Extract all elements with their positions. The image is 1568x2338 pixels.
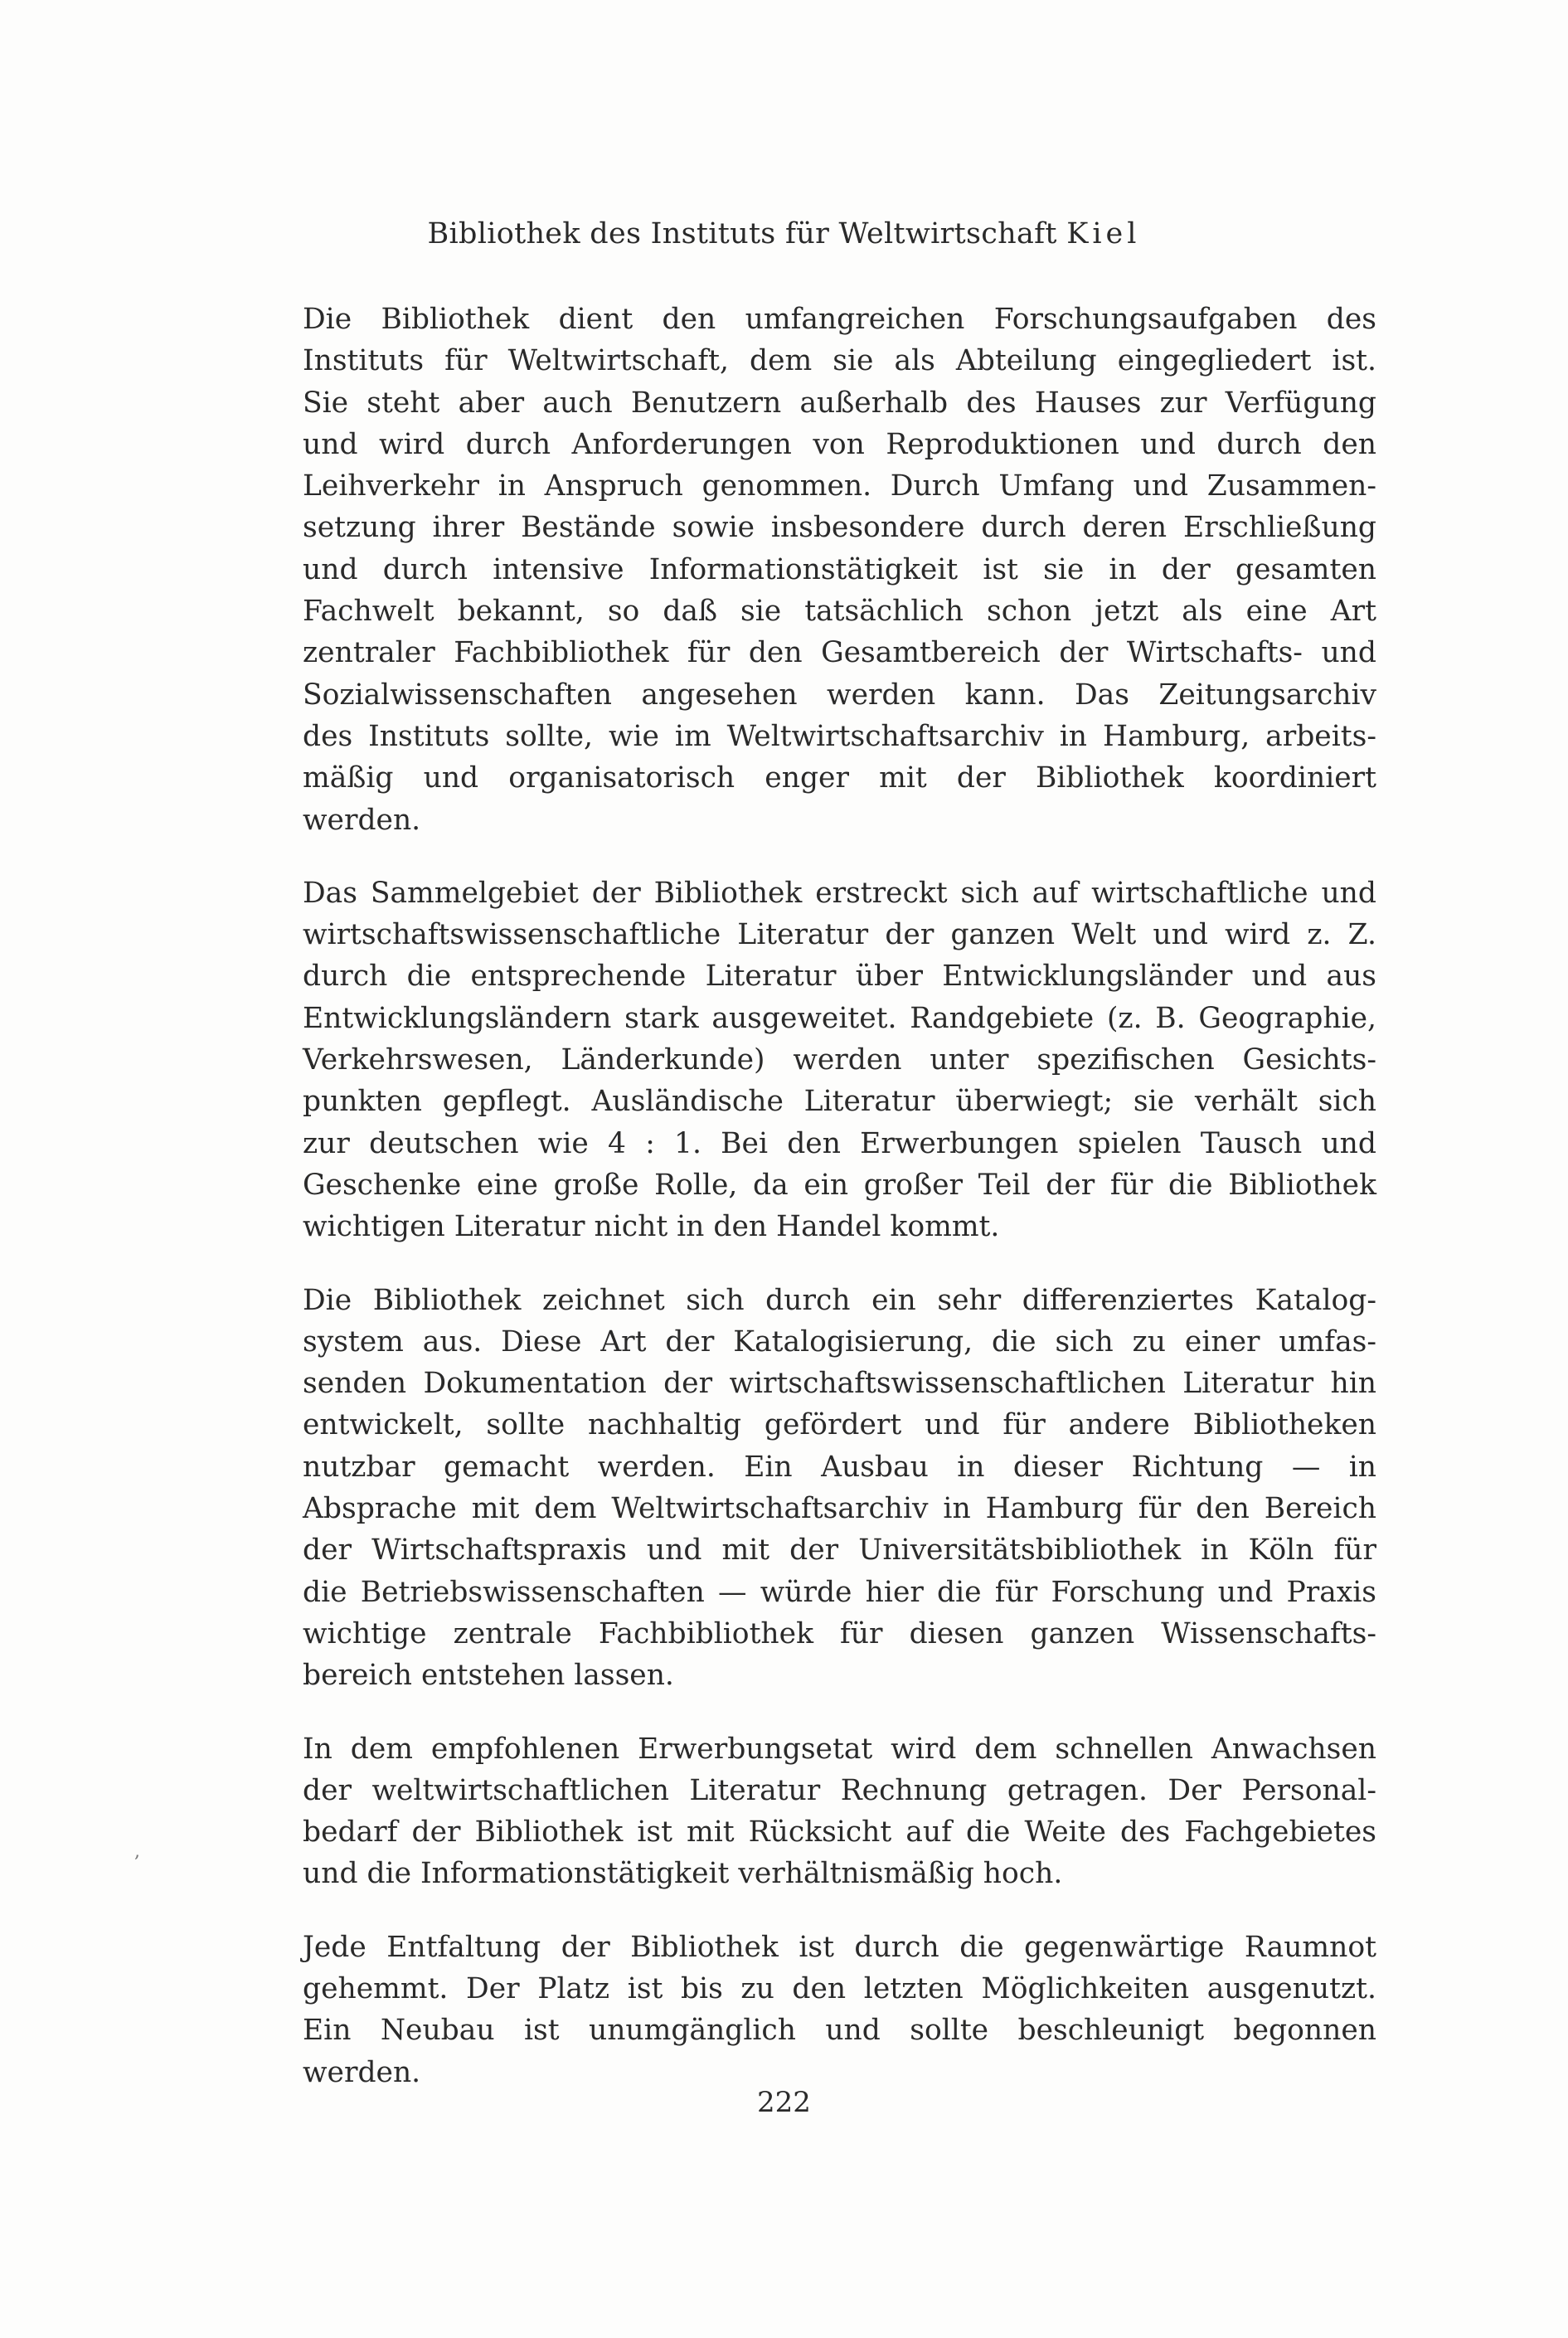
text-line: mäßig und organisatorisch enger mit der Bibliothek koordiniert <box>303 761 1376 795</box>
text-line: bereich entstehen lassen. <box>303 1659 674 1693</box>
text-line: Das Sammelgebiet der Bibliothek erstreckt sich auf wirtschaftliche und <box>303 876 1376 910</box>
text-line: Instituts für Weltwirtschaft, dem sie als Abteilung eingegliedert ist. <box>303 344 1376 378</box>
text-line: Geschenke eine große Rolle, da ein großer Teil der für die Bibliothek <box>303 1168 1376 1202</box>
text-line: Sie steht aber auch Benutzern außerhalb des Hauses zur Verfügung <box>303 386 1376 420</box>
page-heading <box>299 217 1269 250</box>
text-line: Die Bibliothek dient den umfangreichen Forschungsaufgaben des <box>303 303 1376 336</box>
paragraph-2 <box>303 872 1376 1248</box>
text-line: bedarf der Bibliothek ist mit Rücksicht auf die Weite des Fachgebietes <box>303 1815 1376 1849</box>
text-line: setzung ihrer Bestände sowie insbesondere durch deren Erschließung <box>303 511 1376 545</box>
text-line: Leihverkehr in Anspruch genommen. Durch Umfang und Zusammen- <box>303 469 1376 503</box>
text-line: Absprache mit dem Weltwirtschaftsarchiv in Hamburg für den Bereich <box>303 1492 1376 1526</box>
text-line: Verkehrswesen, Länderkunde) werden unter spezifischen Gesichts- <box>303 1043 1376 1077</box>
text-line: system aus. Diese Art der Katalogisierung, die sich zu einer umfas- <box>303 1325 1376 1359</box>
paragraph-3 <box>303 1280 1376 1697</box>
text-line: werden. <box>303 803 421 837</box>
margin-mark: , <box>134 1841 140 1862</box>
text-line: die Betriebswissenschaften — würde hier die für Forschung und Praxis <box>303 1575 1376 1609</box>
text-line: und die Informationstätigkeit verhältnismäßig hoch. <box>303 1857 1063 1891</box>
text-line: Jede Entfaltung der Bibliothek ist durch die gegenwärtige Raumnot <box>303 1930 1376 1964</box>
text-line: punkten gepflegt. Ausländische Literatur überwiegt; sie verhält sich <box>303 1085 1376 1119</box>
text-line: Ein Neubau ist unumgänglich und sollte beschleunigt begonnen <box>303 2014 1376 2048</box>
text-line: durch die entsprechende Literatur über Entwicklungsländer und aus <box>303 960 1376 994</box>
paragraph-5 <box>303 1927 1376 2093</box>
text-line: Fachwelt bekannt, so daß sie tatsächlich schon jetzt als eine Art <box>303 595 1376 629</box>
text-line: Sozialwissenschaften angesehen werden kann. Das Zeitungsarchiv <box>303 678 1376 712</box>
paragraph-1 <box>303 299 1376 841</box>
text-line: der Wirtschaftspraxis und mit der Universitätsbibliothek in Köln für <box>303 1534 1376 1568</box>
heading-title: Bibliothek des Instituts für Weltwirtschaft <box>427 217 1057 250</box>
text-line: entwickelt, sollte nachhaltig gefördert und für andere Bibliotheken <box>303 1408 1376 1442</box>
text-line: werden. <box>303 2055 421 2089</box>
text-line: Entwicklungsländern stark ausgeweitet. Randgebiete (z. B. Geographie, <box>303 1001 1376 1035</box>
text-line: und durch intensive Informationstätigkeit ist sie in der gesamten <box>303 552 1376 586</box>
text-line: des Instituts sollte, wie im Weltwirtschaftsarchiv in Hamburg, arbeits- <box>303 719 1376 753</box>
text-line: wirtschaftswissenschaftliche Literatur der ganzen Welt und wird z. Z. <box>303 918 1376 952</box>
paragraph-4 <box>303 1728 1376 1895</box>
text-line: gehemmt. Der Platz ist bis zu den letzten Möglichkeiten ausgenutzt. <box>303 1971 1376 2005</box>
heading-city: Kiel <box>1066 217 1141 250</box>
text-line: zur deutschen wie 4 : 1. Bei den Erwerbungen spielen Tausch und <box>303 1126 1376 1160</box>
text-line: In dem empfohlenen Erwerbungsetat wird dem schnellen Anwachsen <box>303 1732 1376 1766</box>
page-number: 222 <box>757 2086 811 2119</box>
text-line: wichtige zentrale Fachbibliothek für diesen ganzen Wissenschafts- <box>303 1616 1376 1650</box>
text-line: und wird durch Anforderungen von Reproduktionen und durch den <box>303 427 1376 461</box>
text-line: nutzbar gemacht werden. Ein Ausbau in dieser Richtung — in <box>303 1450 1376 1484</box>
text-line: wichtigen Literatur nicht in den Handel kommt. <box>303 1210 1000 1244</box>
body-text <box>303 299 1376 2125</box>
text-line: zentraler Fachbibliothek für den Gesamtbereich der Wirtschafts- und <box>303 636 1376 670</box>
text-line: Die Bibliothek zeichnet sich durch ein sehr differenziertes Katalog- <box>303 1283 1376 1317</box>
text-line: der weltwirtschaftlichen Literatur Rechnung getragen. Der Personal- <box>303 1773 1376 1807</box>
text-line: senden Dokumentation der wirtschaftswissenschaftlichen Literatur hin <box>303 1367 1376 1401</box>
